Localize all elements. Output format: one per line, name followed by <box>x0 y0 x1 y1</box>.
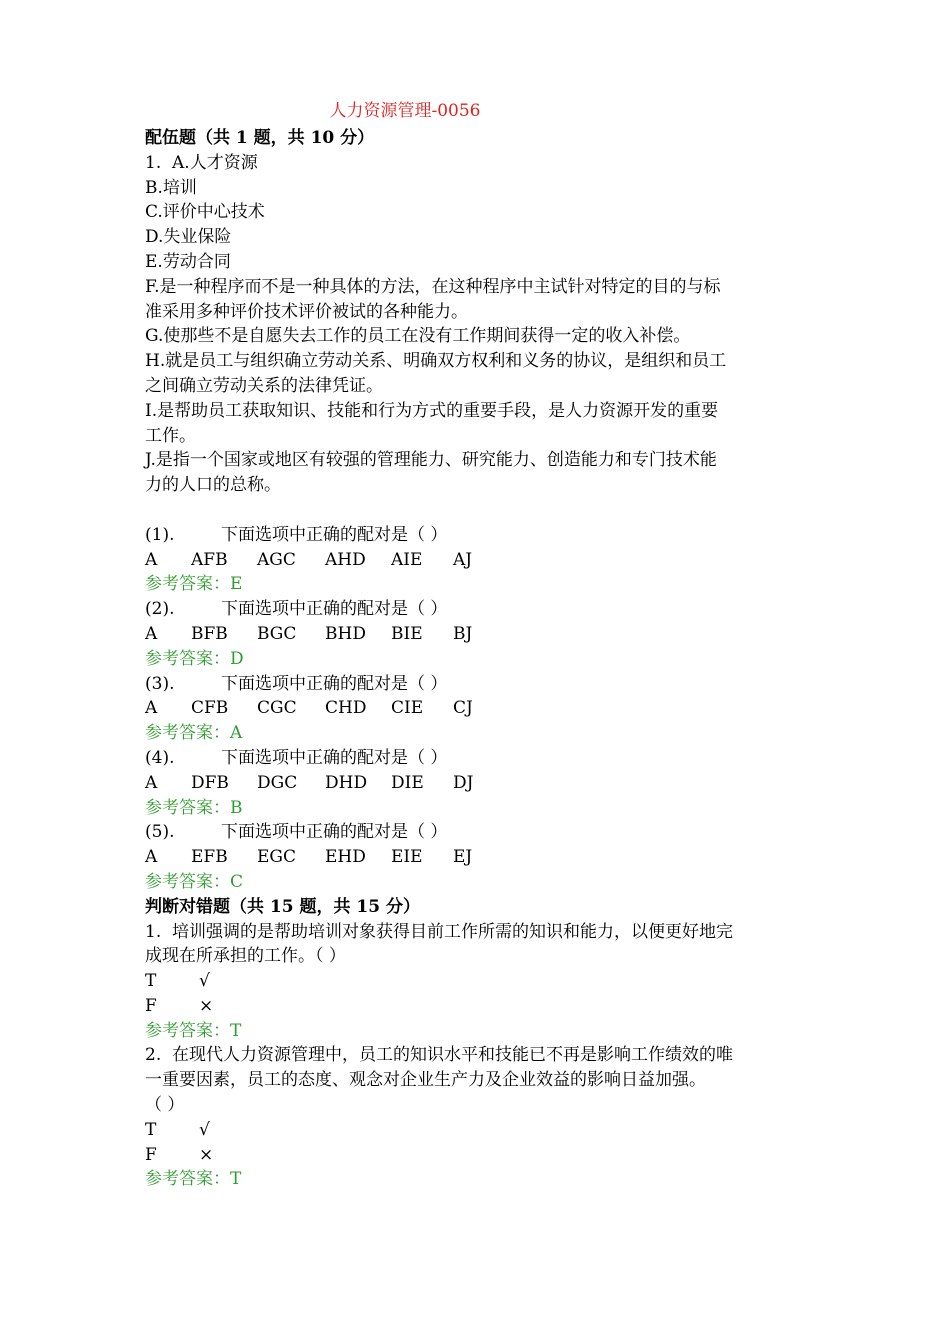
reference-answer: 参考答案：B <box>145 797 243 818</box>
option-choice[interactable]: A <box>145 772 158 793</box>
stem-line: 力的人口的总称。 <box>145 475 281 496</box>
subquestion-prompt <box>145 672 815 697</box>
subquestion-number: (4). <box>145 747 175 768</box>
true-option[interactable] <box>145 1118 815 1143</box>
stem-line: G.使那些不是自愿失去工作的员工在没有工作期间获得一定的收入补偿。 <box>145 326 691 347</box>
matching-subquestions <box>145 523 815 895</box>
subquestion-number: (5). <box>145 822 175 843</box>
stem-line: H.就是员工与组织确立劳动关系、明确双方权利和义务的协议，是组织和员工 <box>145 351 727 372</box>
option-choice[interactable]: DIE <box>391 772 424 793</box>
question-text-line: 1. 培训强调的是帮助培训对象获得目前工作所需的知识和能力，以便更好地完 <box>145 921 734 942</box>
document-page <box>145 96 815 1192</box>
option-choice[interactable]: BGC <box>257 623 297 644</box>
option-choice[interactable]: CFB <box>191 698 229 719</box>
option-choice[interactable]: EIE <box>391 847 423 868</box>
matching-stem <box>145 151 815 498</box>
document-title: 人力资源管理-0056 <box>329 101 481 121</box>
subquestion-prompt <box>145 523 815 548</box>
option-choice[interactable]: EHD <box>325 847 366 868</box>
option-choice[interactable]: CHD <box>325 698 367 719</box>
option-choice[interactable]: AGC <box>257 549 296 570</box>
option-choice[interactable]: AJ <box>453 549 473 570</box>
cross-mark-icon: × <box>199 1144 214 1165</box>
subquestion-text: 下面选项中正确的配对是（ ） <box>221 524 448 545</box>
stem-line: C.评价中心技术 <box>145 202 265 223</box>
subquestion-options <box>145 771 815 796</box>
stem-line: F.是一种程序而不是一种具体的方法，在这种程序中主试针对特定的目的与标 <box>145 276 721 297</box>
cross-mark-icon: × <box>199 995 214 1016</box>
true-label: T <box>145 971 157 992</box>
matching-section-heading: 配伍题（共 1 题，共 10 分） <box>145 128 375 148</box>
reference-answer: 参考答案：T <box>145 1020 242 1041</box>
stem-line: 1. A.人才资源 <box>145 152 258 173</box>
question-text-line: 一重要因素，员工的态度、观念对企业生产力及企业效益的影响日益加强。 <box>145 1070 706 1091</box>
option-choice[interactable]: EFB <box>191 847 228 868</box>
option-choice[interactable]: DGC <box>257 772 298 793</box>
stem-line: E.劳动合同 <box>145 251 231 272</box>
false-label: F <box>145 1144 157 1165</box>
option-choice[interactable]: EJ <box>453 847 473 868</box>
reference-answer: 参考答案：E <box>145 574 243 595</box>
subquestion-number: (3). <box>145 673 175 694</box>
subquestion-text: 下面选项中正确的配对是（ ） <box>221 673 448 694</box>
stem-line: 之间确立劳动关系的法律凭证。 <box>145 375 383 396</box>
stem-line: 准采用多种评价技术评价被试的各种能力。 <box>145 301 468 322</box>
stem-line: I.是帮助员工获取知识、技能和行为方式的重要手段，是人力资源开发的重要 <box>145 400 719 421</box>
truefalse-questions <box>145 920 815 1193</box>
subquestion-text: 下面选项中正确的配对是（ ） <box>221 599 448 620</box>
option-choice[interactable]: EGC <box>257 847 296 868</box>
stem-line: J.是指一个国家或地区有较强的管理能力、研究能力、创造能力和专门技术能 <box>145 450 717 471</box>
reference-answer: 参考答案：T <box>145 1169 242 1190</box>
option-choice[interactable]: BFB <box>191 623 228 644</box>
option-choice[interactable]: A <box>145 698 158 719</box>
option-choice[interactable]: DJ <box>453 772 474 793</box>
option-choice[interactable]: CJ <box>453 698 473 719</box>
spacer <box>145 498 815 523</box>
stem-line: B.培训 <box>145 177 197 198</box>
option-choice[interactable]: DFB <box>191 772 229 793</box>
option-choice[interactable]: DHD <box>325 772 368 793</box>
subquestion-options <box>145 622 815 647</box>
option-choice[interactable]: CGC <box>257 698 297 719</box>
subquestion-prompt <box>145 746 815 771</box>
option-choice[interactable]: AIE <box>391 549 423 570</box>
option-choice[interactable]: BJ <box>453 623 473 644</box>
check-mark-icon: √ <box>199 971 210 992</box>
option-choice[interactable]: AFB <box>191 549 228 570</box>
option-choice[interactable]: BHD <box>325 623 366 644</box>
subquestion-options <box>145 696 815 721</box>
stem-line: D.失业保险 <box>145 227 232 248</box>
option-choice[interactable]: BIE <box>391 623 423 644</box>
stem-line: 工作。 <box>145 425 196 446</box>
subquestion-text: 下面选项中正确的配对是（ ） <box>221 747 448 768</box>
true-option[interactable] <box>145 969 815 994</box>
subquestion-number: (1). <box>145 524 175 545</box>
option-choice[interactable]: AHD <box>325 549 366 570</box>
subquestion-text: 下面选项中正确的配对是（ ） <box>221 822 448 843</box>
reference-answer: 参考答案：C <box>145 871 244 892</box>
false-option[interactable] <box>145 1143 815 1168</box>
option-choice[interactable]: CIE <box>391 698 424 719</box>
subquestion-options <box>145 548 815 573</box>
question-text-line: 成现在所承担的工作。（ ） <box>145 946 346 967</box>
question-text-line: （ ） <box>145 1095 185 1116</box>
option-choice[interactable]: A <box>145 847 158 868</box>
subquestion-number: (2). <box>145 599 175 620</box>
question-text-line: 2. 在现代人力资源管理中，员工的知识水平和技能已不再是影响工作绩效的唯 <box>145 1045 734 1066</box>
reference-answer: 参考答案：D <box>145 648 244 669</box>
false-label: F <box>145 995 157 1016</box>
subquestion-options <box>145 845 815 870</box>
false-option[interactable] <box>145 994 815 1019</box>
subquestion-prompt <box>145 597 815 622</box>
subquestion-prompt <box>145 820 815 845</box>
true-label: T <box>145 1119 157 1140</box>
truefalse-section-heading: 判断对错题（共 15 题，共 15 分） <box>145 896 420 917</box>
check-mark-icon: √ <box>199 1119 210 1140</box>
option-choice[interactable]: A <box>145 549 158 570</box>
reference-answer: 参考答案：A <box>145 723 243 744</box>
option-choice[interactable]: A <box>145 623 158 644</box>
